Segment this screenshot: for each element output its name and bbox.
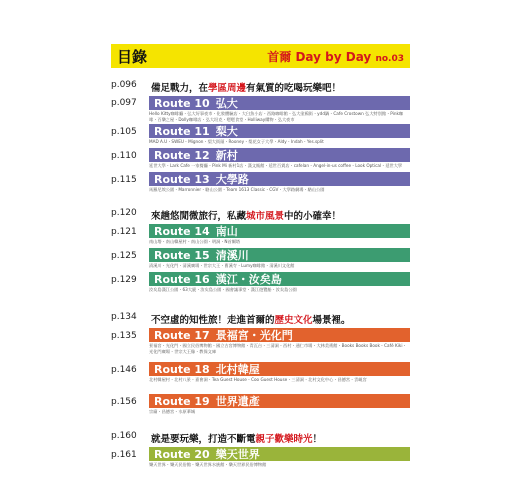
toc-entry[interactable] bbox=[111, 172, 410, 194]
route-label: Route 19 bbox=[154, 394, 210, 408]
route-name: 南山 bbox=[215, 225, 238, 238]
route-spots: 樂天世界・樂天民俗館・樂天世界水族館・樂天世界民俗博物館 bbox=[149, 462, 267, 467]
route-bar bbox=[149, 447, 410, 461]
route-spots: 延世大學・Lark Cafe 一家餐廳・Pink Mi 新村1店・漢文飯館・延世百貨店・cafelan・Angel-in-us coffee・Look Optical・延世大學 bbox=[149, 163, 403, 168]
route-label: Route 15 bbox=[154, 248, 210, 262]
section-title: 來趟悠閒微旅行，私藏城市風景中的小確幸！ bbox=[151, 211, 342, 222]
brand-text: 首爾 Day by Day bbox=[267, 50, 372, 64]
toc-entry[interactable] bbox=[111, 328, 410, 358]
route-label: Route 18 bbox=[154, 362, 210, 376]
route-bar bbox=[149, 224, 410, 238]
page-number: p.160 bbox=[111, 431, 137, 441]
route-bar bbox=[149, 96, 410, 110]
route-label: Route 16 bbox=[154, 272, 210, 286]
section-title: 不空虛的知性旅！走進首爾的歷史文化場景裡。 bbox=[151, 315, 351, 326]
page-number: p.135 bbox=[111, 331, 137, 341]
page-number: p.115 bbox=[111, 175, 137, 185]
section-intro[interactable] bbox=[111, 80, 410, 92]
toc-entry[interactable] bbox=[111, 272, 410, 300]
page-number: p.105 bbox=[111, 127, 137, 137]
route-name: 弘大 bbox=[215, 97, 238, 110]
route-label: Route 20 bbox=[154, 447, 210, 461]
toc-entry[interactable] bbox=[111, 96, 410, 124]
route-spots: 宗廟・昌德宮・水原華城 bbox=[149, 409, 196, 414]
route-spots: 景福宮・光化門・國立民俗博物館・國立古宮博物館・青瓦台・三清洞・西村・通仁市場・大林美術館・Books Books Book・Café Kiki・光化門廣場・世宗大王像・教保文庫 bbox=[149, 343, 407, 354]
page-number: p.125 bbox=[111, 251, 137, 261]
page-number: p.110 bbox=[111, 151, 137, 161]
toc-entry[interactable] bbox=[111, 447, 410, 469]
route-spots: 南山塔・南山韓屋村・南山公園・明洞・N首爾塔 bbox=[149, 239, 241, 244]
toc-entry[interactable] bbox=[111, 124, 410, 146]
toc-entry[interactable] bbox=[111, 394, 410, 416]
route-bar bbox=[149, 124, 410, 138]
route-bar bbox=[149, 172, 410, 186]
route-bar bbox=[149, 394, 410, 408]
route-spots: 汝矣島漢江公園・63大廈・汝矣島公園・國會議事堂・漢江遊覽船・汝矣島公園 bbox=[149, 287, 297, 292]
route-name: 梨大 bbox=[215, 125, 238, 138]
route-label: Route 10 bbox=[154, 96, 210, 110]
route-label: Route 12 bbox=[154, 148, 210, 162]
page-number: p.121 bbox=[111, 227, 137, 237]
route-label: Route 14 bbox=[154, 224, 210, 238]
route-name: 漢江・汝矣島 bbox=[215, 273, 282, 286]
section-title: 就是要玩樂，打造不斷電親子歡樂時光！ bbox=[151, 434, 323, 445]
issue-number: no.03 bbox=[375, 54, 404, 64]
route-bar bbox=[149, 248, 410, 262]
route-bar bbox=[149, 328, 410, 342]
section-intro[interactable] bbox=[111, 208, 410, 220]
route-label: Route 17 bbox=[154, 328, 210, 342]
route-spots: 清溪川・光化門・清溪廣場・世宗大王・曹溪寺・Lumy咖啡館・清溪川文化館 bbox=[149, 263, 295, 268]
route-spots: MAD A.U・SWEU・Mignon・梨大街頭・Rooney・梨花女子大學・Aldy・Indah・Yes.split bbox=[149, 139, 324, 144]
section-intro[interactable] bbox=[111, 312, 410, 324]
toc-entry[interactable] bbox=[111, 362, 410, 390]
section-intro[interactable] bbox=[111, 431, 410, 443]
route-spots: 北村韓屋村・北村八景・嘉會洞・Tea Guest House・Coo Guest House・三清洞・北村文化中心・昌德宮・雲峴宮 bbox=[149, 377, 367, 382]
route-bar bbox=[149, 272, 410, 286]
page-number: p.120 bbox=[111, 208, 137, 218]
route-name: 世界遺產 bbox=[215, 395, 260, 408]
toc-entry[interactable] bbox=[111, 248, 410, 270]
route-name: 北村韓屋 bbox=[215, 363, 260, 376]
page-number: p.146 bbox=[111, 365, 137, 375]
route-bar bbox=[149, 148, 410, 162]
toc-entry[interactable] bbox=[111, 148, 410, 170]
route-name: 景福宮・光化門 bbox=[215, 329, 293, 342]
route-bar bbox=[149, 362, 410, 376]
page-number: p.129 bbox=[111, 275, 137, 285]
route-spots: 馬羅尼埃公園・Marronnier・駱山公園・Team 1613 Classic・CGV・大學路劇場・駱山公園 bbox=[149, 187, 325, 192]
page-number: p.097 bbox=[111, 98, 137, 108]
route-label: Route 11 bbox=[154, 124, 210, 138]
route-name: 清溪川 bbox=[215, 249, 249, 262]
toc-header bbox=[111, 44, 410, 68]
route-name: 樂天世界 bbox=[215, 448, 260, 461]
route-name: 大學路 bbox=[215, 173, 249, 186]
toc-title: 目錄 bbox=[117, 48, 148, 66]
series-brand bbox=[267, 48, 404, 65]
page-number: p.156 bbox=[111, 397, 137, 407]
page-number: p.161 bbox=[111, 450, 137, 460]
route-name: 新村 bbox=[215, 149, 238, 162]
route-label: Route 13 bbox=[154, 172, 210, 186]
page-number: p.096 bbox=[111, 80, 137, 90]
toc-entry[interactable] bbox=[111, 224, 410, 246]
route-spots: Hello Kitty咖啡廳・弘大好事夜市・化妝體驗店・大臼魚小店・西路咖啡館・弘大塗鴉街・ydd鍋・Cafe Crostown 弘大特別館・Pink咖啡・百樂之屋・Dolly咖啡店・弘大坦克・嗯嗯食堂・Holliway購物・弘大夜市 bbox=[149, 111, 404, 122]
page-number: p.134 bbox=[111, 312, 137, 322]
section-title: 備足戰力，在學區周邊有氣質的吃喝玩樂吧！ bbox=[151, 83, 342, 94]
